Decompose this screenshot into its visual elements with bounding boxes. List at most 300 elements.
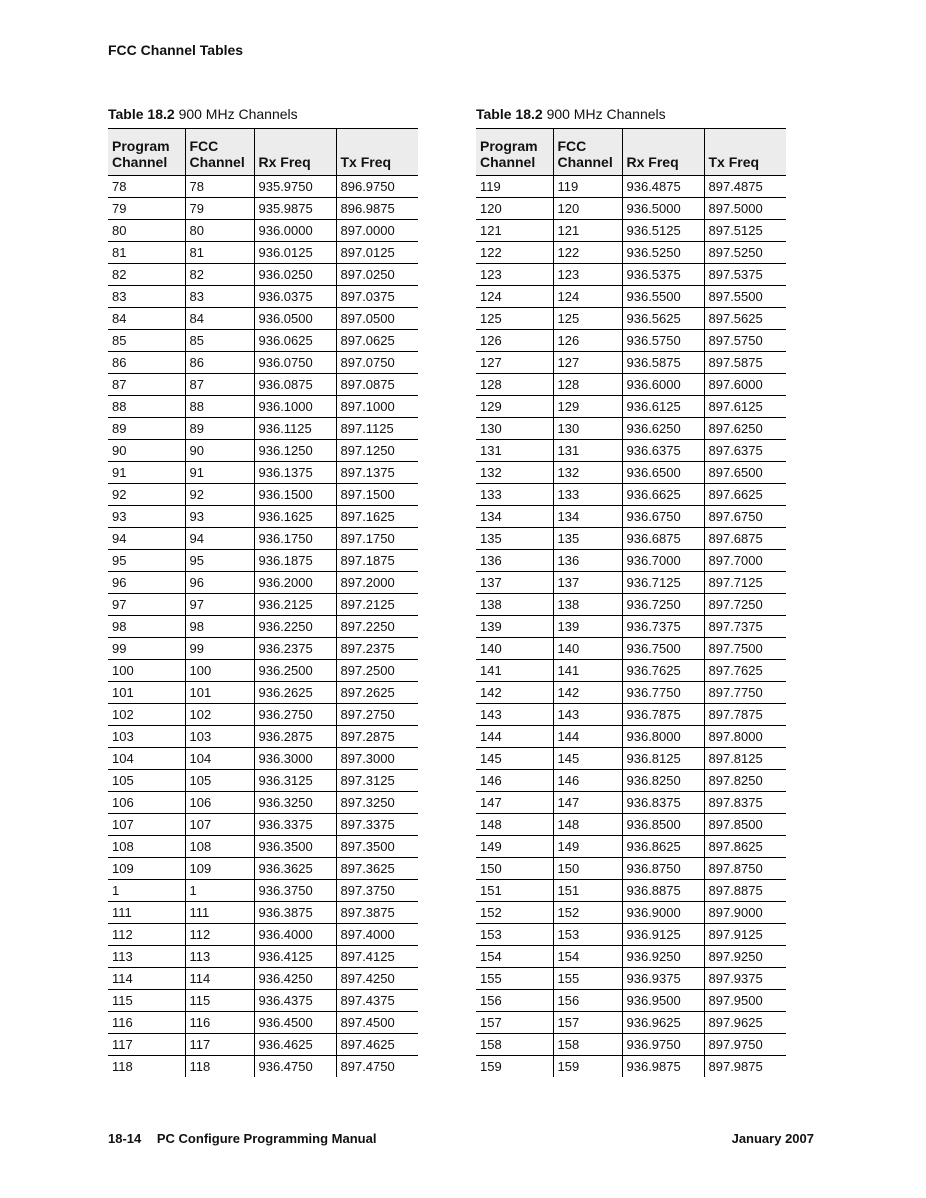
tx-freq-cell: 897.6250 (704, 418, 786, 440)
program-channel-cell: 96 (108, 572, 185, 594)
rx-freq-cell: 936.2375 (254, 638, 336, 660)
tx-freq-cell: 897.8875 (704, 880, 786, 902)
tx-freq-cell: 897.2625 (336, 682, 418, 704)
program-channel-cell: 114 (108, 968, 185, 990)
header-fcc-channel: FCC Channel (553, 129, 622, 176)
publication-date: January 2007 (731, 1131, 814, 1146)
table-row (476, 814, 786, 836)
rx-freq-cell: 936.3875 (254, 902, 336, 924)
fcc-channel-cell: 94 (185, 528, 254, 550)
fcc-channel-cell: 137 (553, 572, 622, 594)
tx-freq-cell: 897.5500 (704, 286, 786, 308)
rx-freq-cell: 936.2000 (254, 572, 336, 594)
rx-freq-cell: 936.7875 (622, 704, 704, 726)
rx-freq-cell: 936.1250 (254, 440, 336, 462)
tx-freq-cell: 897.7375 (704, 616, 786, 638)
rx-freq-cell: 936.9375 (622, 968, 704, 990)
tx-freq-cell: 897.5250 (704, 242, 786, 264)
program-channel-cell: 91 (108, 462, 185, 484)
table-row (108, 1012, 418, 1034)
table-row (108, 506, 418, 528)
fcc-channel-cell: 118 (185, 1056, 254, 1078)
table-caption-label: Table 18.2 (476, 106, 543, 122)
program-channel-cell: 107 (108, 814, 185, 836)
page-number: 18-14 (108, 1131, 142, 1146)
table-row (476, 528, 786, 550)
tx-freq-cell: 897.4125 (336, 946, 418, 968)
tx-freq-cell: 897.0750 (336, 352, 418, 374)
table-caption-text: 900 MHz Channels (178, 106, 298, 122)
rx-freq-cell: 936.7000 (622, 550, 704, 572)
table-row (108, 660, 418, 682)
table-header-row (108, 129, 418, 176)
rx-freq-cell: 936.6500 (622, 462, 704, 484)
tx-freq-cell: 897.7625 (704, 660, 786, 682)
table-row (476, 396, 786, 418)
rx-freq-cell: 936.8500 (622, 814, 704, 836)
program-channel-cell: 126 (476, 330, 553, 352)
table-row (108, 968, 418, 990)
rx-freq-cell: 936.9125 (622, 924, 704, 946)
program-channel-cell: 88 (108, 396, 185, 418)
fcc-channel-cell: 79 (185, 198, 254, 220)
program-channel-cell: 122 (476, 242, 553, 264)
tx-freq-cell: 897.1000 (336, 396, 418, 418)
program-channel-cell: 131 (476, 440, 553, 462)
fcc-channel-cell: 108 (185, 836, 254, 858)
tx-freq-cell: 897.1125 (336, 418, 418, 440)
table-row (108, 352, 418, 374)
fcc-channel-cell: 100 (185, 660, 254, 682)
rx-freq-cell: 936.9000 (622, 902, 704, 924)
program-channel-cell: 137 (476, 572, 553, 594)
program-channel-cell: 89 (108, 418, 185, 440)
table-row (108, 638, 418, 660)
table-row (476, 924, 786, 946)
fcc-channel-cell: 145 (553, 748, 622, 770)
rx-freq-cell: 936.1500 (254, 484, 336, 506)
tx-freq-cell: 897.1250 (336, 440, 418, 462)
fcc-channel-cell: 86 (185, 352, 254, 374)
rx-freq-cell: 936.1875 (254, 550, 336, 572)
fcc-channel-cell: 148 (553, 814, 622, 836)
tx-freq-cell: 897.9000 (704, 902, 786, 924)
program-channel-cell: 102 (108, 704, 185, 726)
program-channel-cell: 124 (476, 286, 553, 308)
tx-freq-cell: 897.0375 (336, 286, 418, 308)
program-channel-cell: 144 (476, 726, 553, 748)
rx-freq-cell: 936.6125 (622, 396, 704, 418)
program-channel-cell: 113 (108, 946, 185, 968)
fcc-channel-cell: 88 (185, 396, 254, 418)
channel-table (108, 128, 418, 1077)
tx-freq-cell: 897.9750 (704, 1034, 786, 1056)
program-channel-cell: 128 (476, 374, 553, 396)
table-row (476, 616, 786, 638)
tx-freq-cell: 897.6125 (704, 396, 786, 418)
table-body (476, 176, 786, 1078)
tx-freq-cell: 897.2000 (336, 572, 418, 594)
fcc-channel-cell: 84 (185, 308, 254, 330)
fcc-channel-cell: 153 (553, 924, 622, 946)
program-channel-cell: 111 (108, 902, 185, 924)
tx-freq-cell: 897.7750 (704, 682, 786, 704)
program-channel-cell: 147 (476, 792, 553, 814)
tx-freq-cell: 897.3625 (336, 858, 418, 880)
rx-freq-cell: 936.8625 (622, 836, 704, 858)
program-channel-cell: 125 (476, 308, 553, 330)
program-channel-cell: 81 (108, 242, 185, 264)
fcc-channel-cell: 129 (553, 396, 622, 418)
program-channel-cell: 142 (476, 682, 553, 704)
tx-freq-cell: 896.9875 (336, 198, 418, 220)
table-row (108, 396, 418, 418)
fcc-channel-cell: 89 (185, 418, 254, 440)
rx-freq-cell: 936.3750 (254, 880, 336, 902)
rx-freq-cell: 936.7625 (622, 660, 704, 682)
rx-freq-cell: 936.1750 (254, 528, 336, 550)
fcc-channel-cell: 136 (553, 550, 622, 572)
program-channel-cell: 82 (108, 264, 185, 286)
fcc-channel-cell: 146 (553, 770, 622, 792)
fcc-channel-cell: 104 (185, 748, 254, 770)
tx-freq-cell: 896.9750 (336, 176, 418, 198)
tx-freq-cell: 897.2500 (336, 660, 418, 682)
rx-freq-cell: 936.0250 (254, 264, 336, 286)
table-row (108, 902, 418, 924)
program-channel-cell: 94 (108, 528, 185, 550)
table-row (476, 506, 786, 528)
manual-title: PC Configure Programming Manual (156, 1131, 377, 1146)
program-channel-cell: 150 (476, 858, 553, 880)
program-channel-cell: 112 (108, 924, 185, 946)
tx-freq-cell: 897.3375 (336, 814, 418, 836)
table-row (108, 462, 418, 484)
rx-freq-cell: 936.7500 (622, 638, 704, 660)
tx-freq-cell: 897.2375 (336, 638, 418, 660)
fcc-channel-cell: 87 (185, 374, 254, 396)
rx-freq-cell: 936.4875 (622, 176, 704, 198)
fcc-channel-cell: 82 (185, 264, 254, 286)
tx-freq-cell: 897.5125 (704, 220, 786, 242)
fcc-channel-cell: 155 (553, 968, 622, 990)
table-row (108, 880, 418, 902)
program-channel-cell: 78 (108, 176, 185, 198)
fcc-channel-cell: 142 (553, 682, 622, 704)
rx-freq-cell: 936.3125 (254, 770, 336, 792)
table-row (476, 264, 786, 286)
tx-freq-cell: 897.0000 (336, 220, 418, 242)
tx-freq-cell: 897.9375 (704, 968, 786, 990)
program-channel-cell: 85 (108, 330, 185, 352)
table-row (108, 550, 418, 572)
tx-freq-cell: 897.3500 (336, 836, 418, 858)
program-channel-cell: 145 (476, 748, 553, 770)
table-row (108, 484, 418, 506)
table-row (476, 990, 786, 1012)
tx-freq-cell: 897.0250 (336, 264, 418, 286)
program-channel-cell: 152 (476, 902, 553, 924)
header-rx-freq: Rx Freq (254, 129, 336, 176)
program-channel-cell: 1 (108, 880, 185, 902)
tx-freq-cell: 897.8250 (704, 770, 786, 792)
header-rx-freq: Rx Freq (622, 129, 704, 176)
fcc-channel-cell: 151 (553, 880, 622, 902)
tx-freq-cell: 897.1625 (336, 506, 418, 528)
rx-freq-cell: 936.9875 (622, 1056, 704, 1078)
program-channel-cell: 116 (108, 1012, 185, 1034)
rx-freq-cell: 936.8375 (622, 792, 704, 814)
rx-freq-cell: 936.6000 (622, 374, 704, 396)
tx-freq-cell: 897.7125 (704, 572, 786, 594)
table-right (476, 106, 786, 1077)
rx-freq-cell: 936.5750 (622, 330, 704, 352)
tx-freq-cell: 897.6375 (704, 440, 786, 462)
program-channel-cell: 135 (476, 528, 553, 550)
table-row (476, 462, 786, 484)
table-row (476, 1034, 786, 1056)
program-channel-cell: 93 (108, 506, 185, 528)
tx-freq-cell: 897.2750 (336, 704, 418, 726)
program-channel-cell: 84 (108, 308, 185, 330)
tx-freq-cell: 897.4250 (336, 968, 418, 990)
fcc-channel-cell: 139 (553, 616, 622, 638)
fcc-channel-cell: 133 (553, 484, 622, 506)
table-row (108, 990, 418, 1012)
table-row (108, 594, 418, 616)
fcc-channel-cell: 130 (553, 418, 622, 440)
fcc-channel-cell: 147 (553, 792, 622, 814)
table-row (108, 308, 418, 330)
fcc-channel-cell: 114 (185, 968, 254, 990)
table-row (476, 440, 786, 462)
program-channel-cell: 133 (476, 484, 553, 506)
tx-freq-cell: 897.1875 (336, 550, 418, 572)
fcc-channel-cell: 96 (185, 572, 254, 594)
rx-freq-cell: 936.3250 (254, 792, 336, 814)
fcc-channel-cell: 157 (553, 1012, 622, 1034)
tx-freq-cell: 897.4375 (336, 990, 418, 1012)
fcc-channel-cell: 156 (553, 990, 622, 1012)
program-channel-cell: 80 (108, 220, 185, 242)
program-channel-cell: 158 (476, 1034, 553, 1056)
table-row (476, 836, 786, 858)
fcc-channel-cell: 97 (185, 594, 254, 616)
table-row (476, 902, 786, 924)
tx-freq-cell: 897.9500 (704, 990, 786, 1012)
table-row (108, 418, 418, 440)
table-row (108, 682, 418, 704)
table-row (108, 704, 418, 726)
table-row (476, 374, 786, 396)
rx-freq-cell: 936.6875 (622, 528, 704, 550)
tx-freq-cell: 897.4500 (336, 1012, 418, 1034)
table-left (108, 106, 418, 1077)
fcc-channel-cell: 140 (553, 638, 622, 660)
program-channel-cell: 86 (108, 352, 185, 374)
header-tx-freq: Tx Freq (704, 129, 786, 176)
tx-freq-cell: 897.1375 (336, 462, 418, 484)
rx-freq-cell: 936.5500 (622, 286, 704, 308)
table-row (108, 616, 418, 638)
rx-freq-cell: 936.8250 (622, 770, 704, 792)
tx-freq-cell: 897.3875 (336, 902, 418, 924)
tx-freq-cell: 897.7000 (704, 550, 786, 572)
fcc-channel-cell: 127 (553, 352, 622, 374)
table-row (108, 792, 418, 814)
table-row (476, 550, 786, 572)
program-channel-cell: 83 (108, 286, 185, 308)
fcc-channel-cell: 158 (553, 1034, 622, 1056)
program-channel-cell: 98 (108, 616, 185, 638)
tx-freq-cell: 897.4625 (336, 1034, 418, 1056)
rx-freq-cell: 936.0500 (254, 308, 336, 330)
rx-freq-cell: 936.9750 (622, 1034, 704, 1056)
table-row (108, 330, 418, 352)
rx-freq-cell: 936.9500 (622, 990, 704, 1012)
fcc-channel-cell: 120 (553, 198, 622, 220)
program-channel-cell: 92 (108, 484, 185, 506)
table-row (108, 528, 418, 550)
running-head: FCC Channel Tables (108, 42, 244, 58)
program-channel-cell: 157 (476, 1012, 553, 1034)
program-channel-cell: 130 (476, 418, 553, 440)
page-footer (108, 1131, 814, 1146)
table-row (108, 748, 418, 770)
program-channel-cell: 101 (108, 682, 185, 704)
table-row (476, 946, 786, 968)
tx-freq-cell: 897.8625 (704, 836, 786, 858)
table-row (476, 242, 786, 264)
rx-freq-cell: 936.2250 (254, 616, 336, 638)
program-channel-cell: 148 (476, 814, 553, 836)
fcc-channel-cell: 152 (553, 902, 622, 924)
program-channel-cell: 136 (476, 550, 553, 572)
table-row (476, 748, 786, 770)
table-row (476, 484, 786, 506)
table-row (108, 374, 418, 396)
table-row (108, 176, 418, 198)
program-channel-cell: 120 (476, 198, 553, 220)
table-row (476, 880, 786, 902)
fcc-channel-cell: 78 (185, 176, 254, 198)
rx-freq-cell: 936.1625 (254, 506, 336, 528)
table-row (476, 286, 786, 308)
rx-freq-cell: 936.3000 (254, 748, 336, 770)
program-channel-cell: 97 (108, 594, 185, 616)
rx-freq-cell: 936.3500 (254, 836, 336, 858)
rx-freq-cell: 936.4375 (254, 990, 336, 1012)
table-row (108, 1056, 418, 1078)
program-channel-cell: 155 (476, 968, 553, 990)
tx-freq-cell: 897.7500 (704, 638, 786, 660)
fcc-channel-cell: 150 (553, 858, 622, 880)
rx-freq-cell: 936.5625 (622, 308, 704, 330)
tx-freq-cell: 897.4750 (336, 1056, 418, 1078)
fcc-channel-cell: 109 (185, 858, 254, 880)
fcc-channel-cell: 101 (185, 682, 254, 704)
program-channel-cell: 118 (112, 1058, 133, 1074)
fcc-channel-cell: 123 (553, 264, 622, 286)
rx-freq-cell: 936.0375 (254, 286, 336, 308)
table-caption (108, 106, 418, 128)
table-row (108, 440, 418, 462)
header-fcc-channel: FCC Channel (185, 129, 254, 176)
program-channel-cell: 95 (108, 550, 185, 572)
rx-freq-cell: 936.7125 (622, 572, 704, 594)
tx-freq-cell: 897.7250 (704, 594, 786, 616)
tx-freq-cell: 897.4875 (704, 176, 786, 198)
table-row (476, 330, 786, 352)
program-channel-cell: 99 (108, 638, 185, 660)
tx-freq-cell: 897.9625 (704, 1012, 786, 1034)
rx-freq-cell: 936.2750 (254, 704, 336, 726)
fcc-channel-cell: 138 (553, 594, 622, 616)
rx-freq-cell: 936.1125 (254, 418, 336, 440)
table-header-row (476, 129, 786, 176)
tx-freq-cell: 897.0625 (336, 330, 418, 352)
table-row (476, 1012, 786, 1034)
tx-freq-cell: 897.5375 (704, 264, 786, 286)
table-row (476, 968, 786, 990)
program-channel-cell: 90 (108, 440, 185, 462)
table-body (108, 176, 418, 1078)
program-channel-cell: 119 (476, 176, 553, 198)
tx-freq-cell: 897.0500 (336, 308, 418, 330)
rx-freq-cell: 936.1000 (254, 396, 336, 418)
fcc-channel-cell: 80 (185, 220, 254, 242)
fcc-channel-cell: 122 (553, 242, 622, 264)
table-row (108, 1034, 418, 1056)
tx-freq-cell: 897.6500 (704, 462, 786, 484)
fcc-channel-cell: 111 (185, 902, 254, 924)
rx-freq-cell: 936.0875 (254, 374, 336, 396)
table-row (476, 660, 786, 682)
rx-freq-cell: 936.2625 (254, 682, 336, 704)
tx-freq-cell: 897.2125 (336, 594, 418, 616)
tx-freq-cell: 897.3750 (336, 880, 418, 902)
program-channel-cell: 143 (476, 704, 553, 726)
program-channel-cell: 140 (476, 638, 553, 660)
fcc-channel-cell: 143 (553, 704, 622, 726)
fcc-channel-cell: 113 (185, 946, 254, 968)
fcc-channel-cell: 134 (553, 506, 622, 528)
program-channel-cell: 156 (476, 990, 553, 1012)
tx-freq-cell: 897.1750 (336, 528, 418, 550)
tx-freq-cell: 897.6875 (704, 528, 786, 550)
fcc-channel-cell: 149 (553, 836, 622, 858)
program-channel-cell: 146 (476, 770, 553, 792)
fcc-channel-cell: 112 (185, 924, 254, 946)
rx-freq-cell: 936.8125 (622, 748, 704, 770)
program-channel-cell: 79 (108, 198, 185, 220)
rx-freq-cell: 936.0125 (254, 242, 336, 264)
tx-freq-cell: 897.3125 (336, 770, 418, 792)
tx-freq-cell: 897.7875 (704, 704, 786, 726)
fcc-channel-cell: 102 (185, 704, 254, 726)
program-channel-cell: 159 (480, 1058, 502, 1074)
rx-freq-cell: 936.9625 (622, 1012, 704, 1034)
rx-freq-cell: 936.4000 (254, 924, 336, 946)
table-row (108, 264, 418, 286)
rx-freq-cell: 936.7250 (622, 594, 704, 616)
rx-freq-cell: 936.6750 (622, 506, 704, 528)
table-row (476, 220, 786, 242)
program-channel-cell: 138 (476, 594, 553, 616)
table-row (108, 198, 418, 220)
tx-freq-cell: 897.5875 (704, 352, 786, 374)
table-row (108, 770, 418, 792)
